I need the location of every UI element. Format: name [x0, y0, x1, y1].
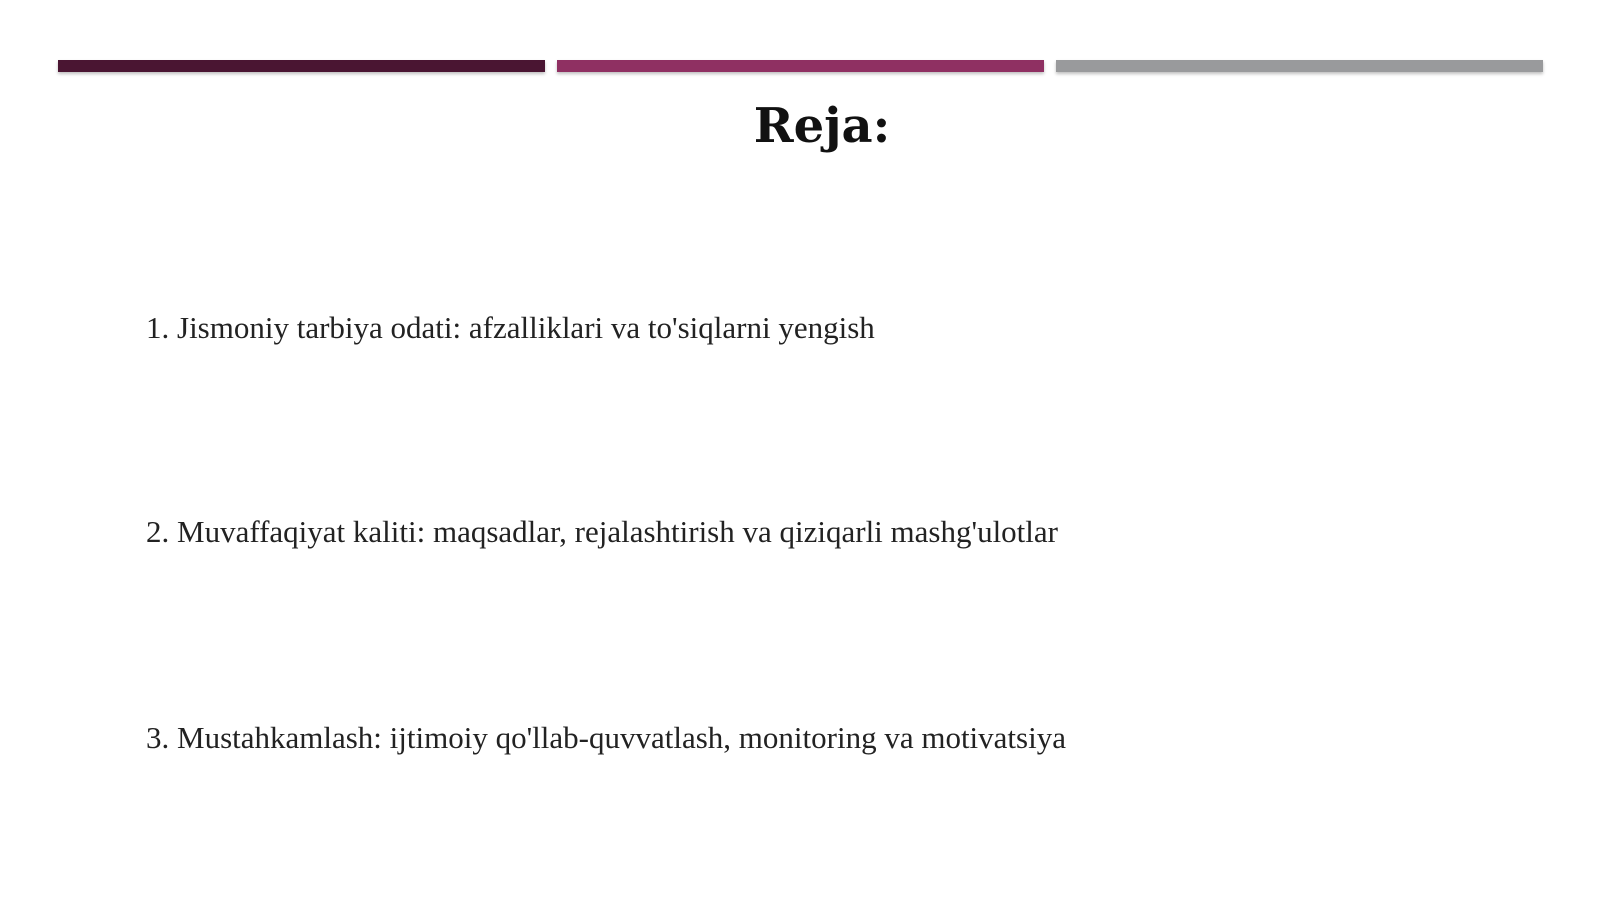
accent-bar-magenta: [557, 60, 1044, 72]
accent-bar-dark: [58, 60, 545, 72]
plan-item-3: 3. Mustahkamlash: ijtimoiy qo'llab-quvvatlash, monitoring va motivatsiya: [146, 720, 1066, 755]
accent-bar-gray: [1056, 60, 1543, 72]
plan-item-2: 2. Muvaffaqiyat kaliti: maqsadlar, rejalashtirish va qiziqarli mashg'ulotlar: [146, 514, 1058, 549]
plan-item-1: 1. Jismoniy tarbiya odati: afzalliklari va to'siqlarni yengish: [146, 310, 875, 345]
slide-title: Reja:: [753, 98, 891, 154]
